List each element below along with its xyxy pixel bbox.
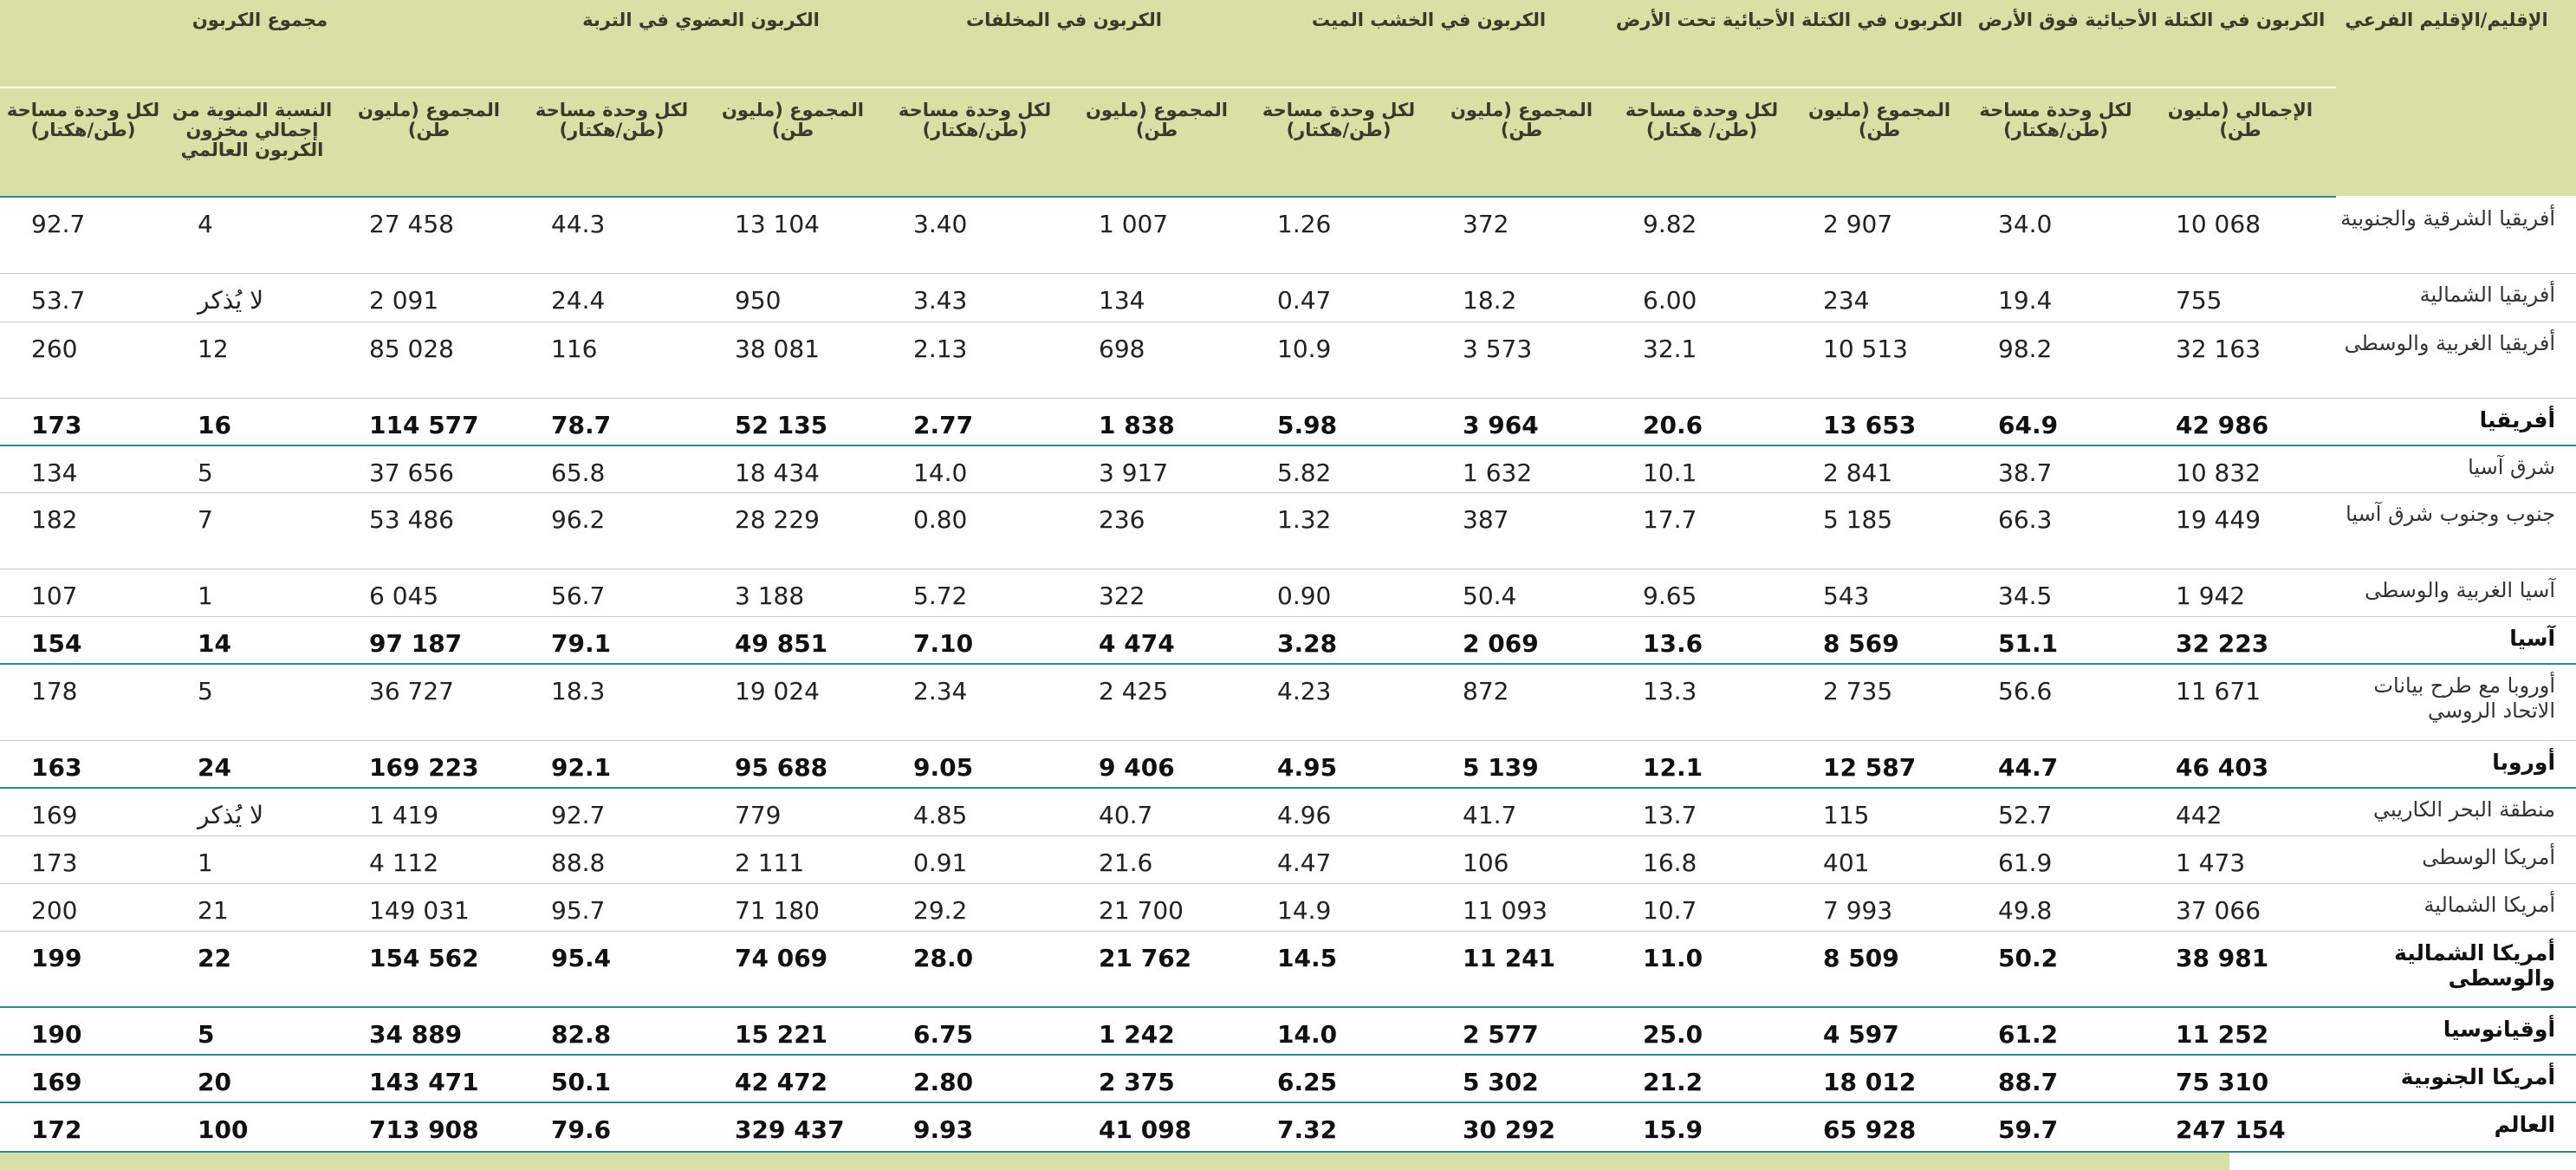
table-cell: 32 223 (2145, 616, 2336, 664)
header-deadwood-carbon: الكربون في الخشب الميت (1246, 0, 1612, 88)
region-name: أفريقيا الغربية والوسطى (2336, 322, 2576, 398)
table-row (0, 883, 2576, 931)
table-cell: 1 942 (2145, 569, 2336, 616)
table-row (0, 197, 2576, 273)
table-cell: 9 406 (1067, 740, 1246, 788)
table-cell: 37 066 (2145, 883, 2336, 931)
table-cell: 95 688 (704, 740, 882, 788)
table-cell: 107 (0, 569, 166, 616)
table-cell: 5 302 (1431, 1055, 1612, 1102)
table-cell: 1 007 (1067, 197, 1246, 273)
table-row (0, 322, 2576, 398)
table-cell: 27 458 (338, 197, 520, 273)
table-cell: 52.7 (1967, 788, 2145, 835)
subheader-per-area: لكل وحدة مساحة (طن/هكتار) (0, 88, 166, 197)
table-cell: 5 185 (1792, 492, 1967, 569)
region-name: أفريقيا الشمالية (2336, 273, 2576, 322)
table-cell: 755 (2145, 273, 2336, 322)
table-cell: 2 735 (1792, 664, 1967, 740)
table-row-total (0, 1102, 2576, 1152)
table-cell: 65.8 (520, 445, 704, 492)
table-row (0, 835, 2576, 883)
table-cell: 19 449 (2145, 492, 2336, 569)
table-cell: 15 221 (704, 1007, 882, 1055)
table-cell: 1 (166, 569, 338, 616)
region-name: العالم (2336, 1102, 2576, 1152)
table-cell: 4 474 (1067, 616, 1246, 664)
table-cell: 42 986 (2145, 398, 2336, 445)
region-name: أفريقيا (2336, 398, 2576, 445)
header-below-ground-carbon: الكربون في الكتلة الأحيائية تحت الأرض (1612, 0, 1967, 88)
table-cell: 44.7 (1967, 740, 2145, 788)
table-cell: 401 (1792, 835, 1967, 883)
table-cell: 50.4 (1431, 569, 1612, 616)
table-cell: 10 832 (2145, 445, 2336, 492)
table-cell: 3.43 (882, 273, 1067, 322)
header-total-carbon: مجموع الكربون (0, 0, 520, 88)
table-header (0, 0, 2576, 197)
table-cell: 40.7 (1067, 788, 1246, 835)
table-cell: 2 375 (1067, 1055, 1246, 1102)
table-cell: 5.72 (882, 569, 1067, 616)
table-row (0, 664, 2576, 740)
table-cell: 44.3 (520, 197, 704, 273)
table-cell: 178 (0, 664, 166, 740)
table-cell: 13.3 (1612, 664, 1792, 740)
table-cell: 20.6 (1612, 398, 1792, 445)
table-cell: 6.00 (1612, 273, 1792, 322)
table-cell: 2 069 (1431, 616, 1612, 664)
table-cell: 543 (1792, 569, 1967, 616)
table-cell: 88.7 (1967, 1055, 2145, 1102)
table-cell: 12 (166, 322, 338, 398)
table-cell: 5 (166, 1007, 338, 1055)
table-cell: 17.7 (1612, 492, 1792, 569)
table-cell: 11 093 (1431, 883, 1612, 931)
header-litter-carbon: الكربون في المخلفات (882, 0, 1246, 88)
table-cell: 10.1 (1612, 445, 1792, 492)
table-cell: 1.32 (1246, 492, 1431, 569)
table-cell: 92.7 (0, 197, 166, 273)
table-cell: 7 (166, 492, 338, 569)
table-cell: 322 (1067, 569, 1246, 616)
table-row-total (0, 931, 2576, 1007)
table-cell: 36 727 (338, 664, 520, 740)
table-cell: 18.2 (1431, 273, 1612, 322)
table-cell: 5.82 (1246, 445, 1431, 492)
table-cell: 18 012 (1792, 1055, 1967, 1102)
table-cell: 1.26 (1246, 197, 1431, 273)
table-cell: 247 154 (2145, 1102, 2336, 1152)
table-cell: 18 434 (704, 445, 882, 492)
table-cell: 11 252 (2145, 1007, 2336, 1055)
table-cell: 4 (166, 197, 338, 273)
table-cell: 169 (0, 1055, 166, 1102)
subheader-per-area: لكل وحدة مساحة (طن/هكتار) (520, 88, 704, 197)
table-cell: 3 917 (1067, 445, 1246, 492)
table-cell: 22 (166, 931, 338, 1007)
table-cell: 18.3 (520, 664, 704, 740)
table-cell: 200 (0, 883, 166, 931)
table-cell: 85 028 (338, 322, 520, 398)
table-cell: 11.0 (1612, 931, 1792, 1007)
region-name: آسيا الغربية والوسطى (2336, 569, 2576, 616)
table-cell: 34.5 (1967, 569, 2145, 616)
table-cell: 2 425 (1067, 664, 1246, 740)
table-cell: 9.65 (1612, 569, 1792, 616)
table-cell: 5 (166, 445, 338, 492)
table-cell: 74 069 (704, 931, 882, 1007)
table-cell: 7 993 (1792, 883, 1967, 931)
table-cell: 42 472 (704, 1055, 882, 1102)
table-row-total (0, 398, 2576, 445)
table-cell: 16 (166, 398, 338, 445)
table-cell: 154 (0, 616, 166, 664)
table-cell: 30 292 (1431, 1102, 1612, 1152)
subheader-total: المجموع (مليون طن) (1431, 88, 1612, 197)
table-cell: 92.7 (520, 788, 704, 835)
table-cell: 2 907 (1792, 197, 1967, 273)
table-cell: 698 (1067, 322, 1246, 398)
table-cell: 61.9 (1967, 835, 2145, 883)
table-cell: 75 310 (2145, 1055, 2336, 1102)
table-cell: 169 (0, 788, 166, 835)
table-cell: لا يُذكر (166, 788, 338, 835)
table-cell: 79.6 (520, 1102, 704, 1152)
table-cell: 950 (704, 273, 882, 322)
header-region: الإقليم/الإقليم الفرعي (2336, 0, 2576, 197)
table-cell: 41.7 (1431, 788, 1612, 835)
table-cell: 4.95 (1246, 740, 1431, 788)
table-cell: 2.34 (882, 664, 1067, 740)
table-cell: 34.0 (1967, 197, 2145, 273)
table-cell: 82.8 (520, 1007, 704, 1055)
table-cell: 61.2 (1967, 1007, 2145, 1055)
table-cell: 779 (704, 788, 882, 835)
table-row-total (0, 740, 2576, 788)
table-cell: 56.7 (520, 569, 704, 616)
table-cell: 9.93 (882, 1102, 1067, 1152)
table-row (0, 492, 2576, 569)
table-cell: لا يُذكر (166, 273, 338, 322)
table-cell: 9.05 (882, 740, 1067, 788)
table-cell: 173 (0, 398, 166, 445)
table-cell: 0.91 (882, 835, 1067, 883)
table-cell: 19 024 (704, 664, 882, 740)
table-cell: 2 577 (1431, 1007, 1612, 1055)
table-cell: 172 (0, 1102, 166, 1152)
region-name: منطقة البحر الكاريبي (2336, 788, 2576, 835)
table-cell: 14 (166, 616, 338, 664)
table-cell: 32 163 (2145, 322, 2336, 398)
table-row (0, 788, 2576, 835)
table-cell: 1 (166, 835, 338, 883)
header-soil-carbon: الكربون العضوي في التربة (520, 0, 882, 88)
table-cell: 199 (0, 931, 166, 1007)
subheader-per-area: لكل وحدة مساحة (طن/هكتار) (882, 88, 1067, 197)
table-body (0, 197, 2576, 1152)
table-cell: 78.7 (520, 398, 704, 445)
table-cell: 115 (1792, 788, 1967, 835)
table-cell: 190 (0, 1007, 166, 1055)
region-name: جنوب وجنوب شرق آسيا (2336, 492, 2576, 569)
table-cell: 96.2 (520, 492, 704, 569)
table-cell: 52 135 (704, 398, 882, 445)
table-cell: 0.80 (882, 492, 1067, 569)
table-cell: 49.8 (1967, 883, 2145, 931)
subheader-per-area: لكل وحدة مساحة (طن/هكتار) (1967, 88, 2145, 197)
table-cell: 6.75 (882, 1007, 1067, 1055)
table-cell: 3 188 (704, 569, 882, 616)
table-cell: 32.1 (1612, 322, 1792, 398)
table-cell: 14.0 (1246, 1007, 1431, 1055)
table-cell: 95.4 (520, 931, 704, 1007)
region-name: شرق آسيا (2336, 445, 2576, 492)
table-row-total (0, 616, 2576, 664)
table-cell: 372 (1431, 197, 1612, 273)
table-cell: 38.7 (1967, 445, 2145, 492)
table-cell: 12.1 (1612, 740, 1792, 788)
table-cell: 53 486 (338, 492, 520, 569)
table-cell: 1 419 (338, 788, 520, 835)
table-cell: 38 981 (2145, 931, 2336, 1007)
table-cell: 169 223 (338, 740, 520, 788)
subheader-total: المجموع (مليون طن) (338, 88, 520, 197)
table-cell: 6 045 (338, 569, 520, 616)
table-cell: 3.40 (882, 197, 1067, 273)
table-cell: 25.0 (1612, 1007, 1792, 1055)
table-cell: 21.6 (1067, 835, 1246, 883)
table-cell: 236 (1067, 492, 1246, 569)
table-cell: 50.2 (1967, 931, 2145, 1007)
table-cell: 2.80 (882, 1055, 1067, 1102)
table-row (0, 445, 2576, 492)
table-cell: 872 (1431, 664, 1612, 740)
table-cell: 92.1 (520, 740, 704, 788)
table-cell: 1 473 (2145, 835, 2336, 883)
table-cell: 2 091 (338, 273, 520, 322)
table-cell: 149 031 (338, 883, 520, 931)
subheader-total: المجموع (مليون طن) (704, 88, 882, 197)
table-cell: 41 098 (1067, 1102, 1246, 1152)
table-cell: 34 889 (338, 1007, 520, 1055)
table-cell: 442 (2145, 788, 2336, 835)
table-cell: 260 (0, 322, 166, 398)
footer-band (0, 1153, 2229, 1170)
region-name: أمريكا الشمالية والوسطى (2336, 931, 2576, 1007)
table-cell: 24.4 (520, 273, 704, 322)
table-cell: 15.9 (1612, 1102, 1792, 1152)
table-cell: 10 068 (2145, 197, 2336, 273)
table-cell: 0.47 (1246, 273, 1431, 322)
table-cell: 10.9 (1246, 322, 1431, 398)
table-cell: 10.7 (1612, 883, 1792, 931)
table-cell: 79.1 (520, 616, 704, 664)
table-cell: 13.7 (1612, 788, 1792, 835)
table-cell: 71 180 (704, 883, 882, 931)
table-cell: 173 (0, 835, 166, 883)
table-cell: 98.2 (1967, 322, 2145, 398)
header-above-ground-carbon: الكربون في الكتلة الأحيائية فوق الأرض (1967, 0, 2336, 88)
table-cell: 21.2 (1612, 1055, 1792, 1102)
subheader-total: المجموع (مليون طن) (1067, 88, 1246, 197)
table-cell: 114 577 (338, 398, 520, 445)
region-name: أمريكا الجنوبية (2336, 1055, 2576, 1102)
table-cell: 13.6 (1612, 616, 1792, 664)
table-cell: 11 671 (2145, 664, 2336, 740)
table-cell: 13 653 (1792, 398, 1967, 445)
table-cell: 24 (166, 740, 338, 788)
region-name: آسيا (2336, 616, 2576, 664)
region-name: أوروبا (2336, 740, 2576, 788)
table-cell: 3 964 (1431, 398, 1612, 445)
table-cell: 5 139 (1431, 740, 1612, 788)
table-cell: 28.0 (882, 931, 1067, 1007)
table-cell: 9.82 (1612, 197, 1792, 273)
table-cell: 234 (1792, 273, 1967, 322)
table-cell: 51.1 (1967, 616, 2145, 664)
subheader-percent-global: النسبة المنوية من إجمالي مخزون الكربون العالمي (166, 88, 338, 197)
region-name: أوقيانوسيا (2336, 1007, 2576, 1055)
table-cell: 29.2 (882, 883, 1067, 931)
table-cell: 20 (166, 1055, 338, 1102)
table-cell: 16.8 (1612, 835, 1792, 883)
region-name: أمريكا الشمالية (2336, 883, 2576, 931)
table-cell: 10 513 (1792, 322, 1967, 398)
table-cell: 713 908 (338, 1102, 520, 1152)
table-cell: 66.3 (1967, 492, 2145, 569)
table-cell: 106 (1431, 835, 1612, 883)
table-cell: 100 (166, 1102, 338, 1152)
table-cell: 1 242 (1067, 1007, 1246, 1055)
table-cell: 21 700 (1067, 883, 1246, 931)
table-cell: 21 (166, 883, 338, 931)
table-cell: 2 841 (1792, 445, 1967, 492)
table-cell: 143 471 (338, 1055, 520, 1102)
table-cell: 134 (0, 445, 166, 492)
table-cell: 4 597 (1792, 1007, 1967, 1055)
table-row (0, 273, 2576, 322)
table-cell: 2 111 (704, 835, 882, 883)
table-cell: 134 (1067, 273, 1246, 322)
table-cell: 38 081 (704, 322, 882, 398)
table-cell: 329 437 (704, 1102, 882, 1152)
region-name: أمريكا الوسطى (2336, 835, 2576, 883)
table-cell: 19.4 (1967, 273, 2145, 322)
table-cell: 154 562 (338, 931, 520, 1007)
table-cell: 4.23 (1246, 664, 1431, 740)
table-cell: 2.77 (882, 398, 1067, 445)
table-cell: 14.9 (1246, 883, 1431, 931)
table-cell: 53.7 (0, 273, 166, 322)
table-cell: 6.25 (1246, 1055, 1431, 1102)
table-row (0, 569, 2576, 616)
table-cell: 49 851 (704, 616, 882, 664)
table-cell: 0.90 (1246, 569, 1431, 616)
table-cell: 8 569 (1792, 616, 1967, 664)
table-cell: 88.8 (520, 835, 704, 883)
table-cell: 7.10 (882, 616, 1067, 664)
table-cell: 2.13 (882, 322, 1067, 398)
table-cell: 13 104 (704, 197, 882, 273)
table-cell: 56.6 (1967, 664, 2145, 740)
table-cell: 50.1 (520, 1055, 704, 1102)
table-cell: 46 403 (2145, 740, 2336, 788)
table-cell: 28 229 (704, 492, 882, 569)
table-cell: 1 838 (1067, 398, 1246, 445)
table-row-total (0, 1007, 2576, 1055)
region-name: أوروبا مع طرح بيانات الاتحاد الروسي (2336, 664, 2576, 740)
table-cell: 1 632 (1431, 445, 1612, 492)
table-cell: 182 (0, 492, 166, 569)
region-name: أفريقيا الشرقية والجنوبية (2336, 197, 2576, 273)
subheader-total: الإجمالي (مليون طن) (2145, 88, 2336, 197)
table-cell: 3 573 (1431, 322, 1612, 398)
table-cell: 65 928 (1792, 1102, 1967, 1152)
table-cell: 11 241 (1431, 931, 1612, 1007)
subheader-per-area: لكل وحدة مساحة (طن/هكتار) (1246, 88, 1431, 197)
table-cell: 12 587 (1792, 740, 1967, 788)
subheader-total: المجموع (مليون طن) (1792, 88, 1967, 197)
table-cell: 4 112 (338, 835, 520, 883)
table-cell: 3.28 (1246, 616, 1431, 664)
table-cell: 7.32 (1246, 1102, 1431, 1152)
table-cell: 5 (166, 664, 338, 740)
table-cell: 64.9 (1967, 398, 2145, 445)
table-cell: 95.7 (520, 883, 704, 931)
subheader-per-area: لكل وحدة مساحة (طن/ هكتار) (1612, 88, 1792, 197)
table-cell: 14.0 (882, 445, 1067, 492)
table-cell: 37 656 (338, 445, 520, 492)
table-cell: 14.5 (1246, 931, 1431, 1007)
table-cell: 387 (1431, 492, 1612, 569)
table-cell: 8 509 (1792, 931, 1967, 1007)
table-cell: 116 (520, 322, 704, 398)
table-cell: 4.85 (882, 788, 1067, 835)
table-cell: 163 (0, 740, 166, 788)
table-cell: 4.47 (1246, 835, 1431, 883)
table-cell: 21 762 (1067, 931, 1246, 1007)
table-cell: 97 187 (338, 616, 520, 664)
table-cell: 5.98 (1246, 398, 1431, 445)
table-cell: 59.7 (1967, 1102, 2145, 1152)
table-cell: 4.96 (1246, 788, 1431, 835)
table-row-total (0, 1055, 2576, 1102)
